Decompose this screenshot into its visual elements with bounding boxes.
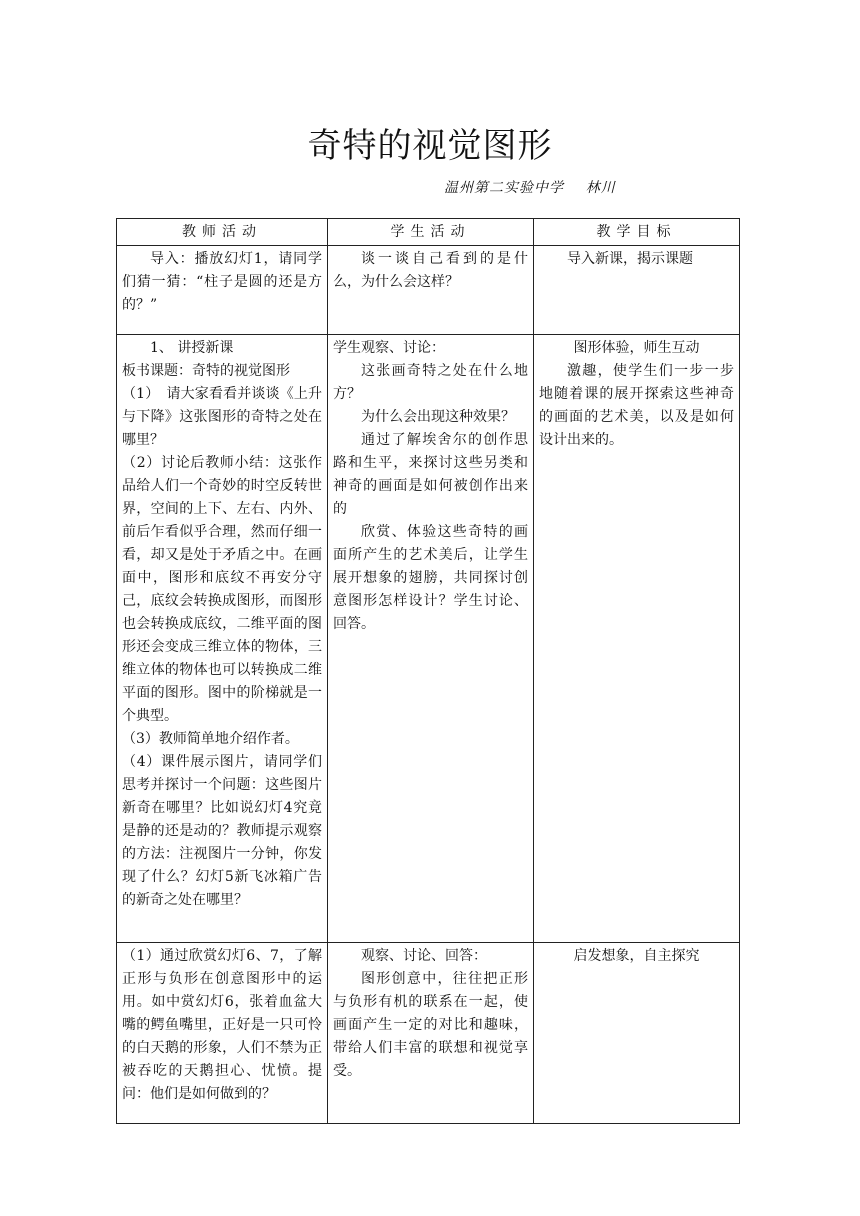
table-row [117,943,740,1124]
row3-teacher-cell [117,943,328,1124]
row1-goal-cell [534,246,740,335]
row3-student-line: 观察、讨论、回答： [361,948,487,964]
row2-goal-line: 激趣，使学生们一步一步地随着课的展开探索这些神奇的画面的艺术美，以及是如何设计出来的。 [539,363,734,448]
row2-student-line: 通过了解埃舍尔的创作思路和生平，来探讨这些另类和神奇的画面是如何被创作出来的 [333,432,528,517]
row3-teacher-text: （1）通过欣赏幻灯6、7，了解正形与负形在创意图形中的运用。如中赏幻灯6，张着血盆大嘴的鳄鱼嘴里，正好是一只可怜的白天鹅的形象，人们不禁为正被吞吃的天鹅担心、忧愤。提问：他们是如何做到的？ [122,948,322,1102]
row2-teacher-line: （1） 请大家看看并谈谈《上升与下降》这张图形的奇特之处在哪里？ [122,386,322,448]
row1-student-text: 谈一谈自己看到的是什么，为什么会这样？ [333,251,528,290]
row1-goal-text: 导入新课，揭示课题 [567,251,693,267]
row2-student-line: 为什么会出现这种效果？ [361,409,515,425]
row3-goal-text: 启发想象，自主探究 [573,948,700,964]
row2-student-line: 这张画奇特之处在什么地方？ [333,363,528,402]
table-row [117,246,740,335]
table-header-row [117,219,740,246]
row1-student-cell [328,246,534,335]
author-line: 温州第二实验中学 林川 [444,180,616,196]
header-student-activity: 学生活动 [328,219,534,246]
row2-teacher-line: （2）讨论后教师小结：这张作品给人们一个奇妙的时空反转世界，空间的上下、左右、内外、前后乍看似乎合理，然而仔细一看，却又是处于矛盾之中。在画面中，图形和底纹不再安分守己，底纹会转换成图形，而图形也会转换成底纹，二维平面的图形还会变成三维立体的物体，三维立体的物体也可以转换成二维平面的图形。图中的阶梯就是一个典型。 [122,455,322,724]
row2-teacher-line: （3）教师简单地介绍作者。 [122,731,299,747]
row3-goal-cell [534,943,740,1124]
row2-goal-line: 图形体验，师生互动 [573,340,700,356]
row2-goal-cell [534,335,740,943]
header-teacher-activity: 教师活动 [117,219,328,246]
row3-student-cell [328,943,534,1124]
lesson-plan-table [116,218,740,1124]
row2-student-line: 学生观察、讨论： [333,340,445,356]
row2-student-line: 欣赏、体验这些奇特的画面所产生的艺术美后，让学生展开想象的翅膀，共同探讨创意图形怎样设计？学生讨论、回答。 [333,524,528,632]
row2-student-cell [328,335,534,943]
header-teaching-goal: 教学目标 [534,219,740,246]
row2-teacher-line: 板书课题：奇特的视觉图形 [122,363,290,379]
document-title: 奇特的视觉图形 [307,126,553,166]
table-row [117,335,740,943]
row1-teacher-text: 导入：播放幻灯1，请同学们猜一猜：“柱子是圆的还是方的？” [122,251,322,313]
row2-teacher-line: 1、 讲授新课 [150,340,234,356]
row1-teacher-cell [117,246,328,335]
row3-student-line: 图形创意中，往往把正形与负形有机的联系在一起，使画面产生一定的对比和趣味，带给人们丰富的联想和视觉享受。 [333,971,528,1079]
row2-teacher-line: （4）课件展示图片，请同学们思考并探讨一个问题：这些图片新奇在哪里？比如说幻灯4究竟是静的还是动的？教师提示观察的方法：注视图片一分钟，你发现了什么？幻灯5新飞冰箱广告的新奇之处在哪里？ [122,754,322,908]
row2-teacher-cell [117,335,328,943]
